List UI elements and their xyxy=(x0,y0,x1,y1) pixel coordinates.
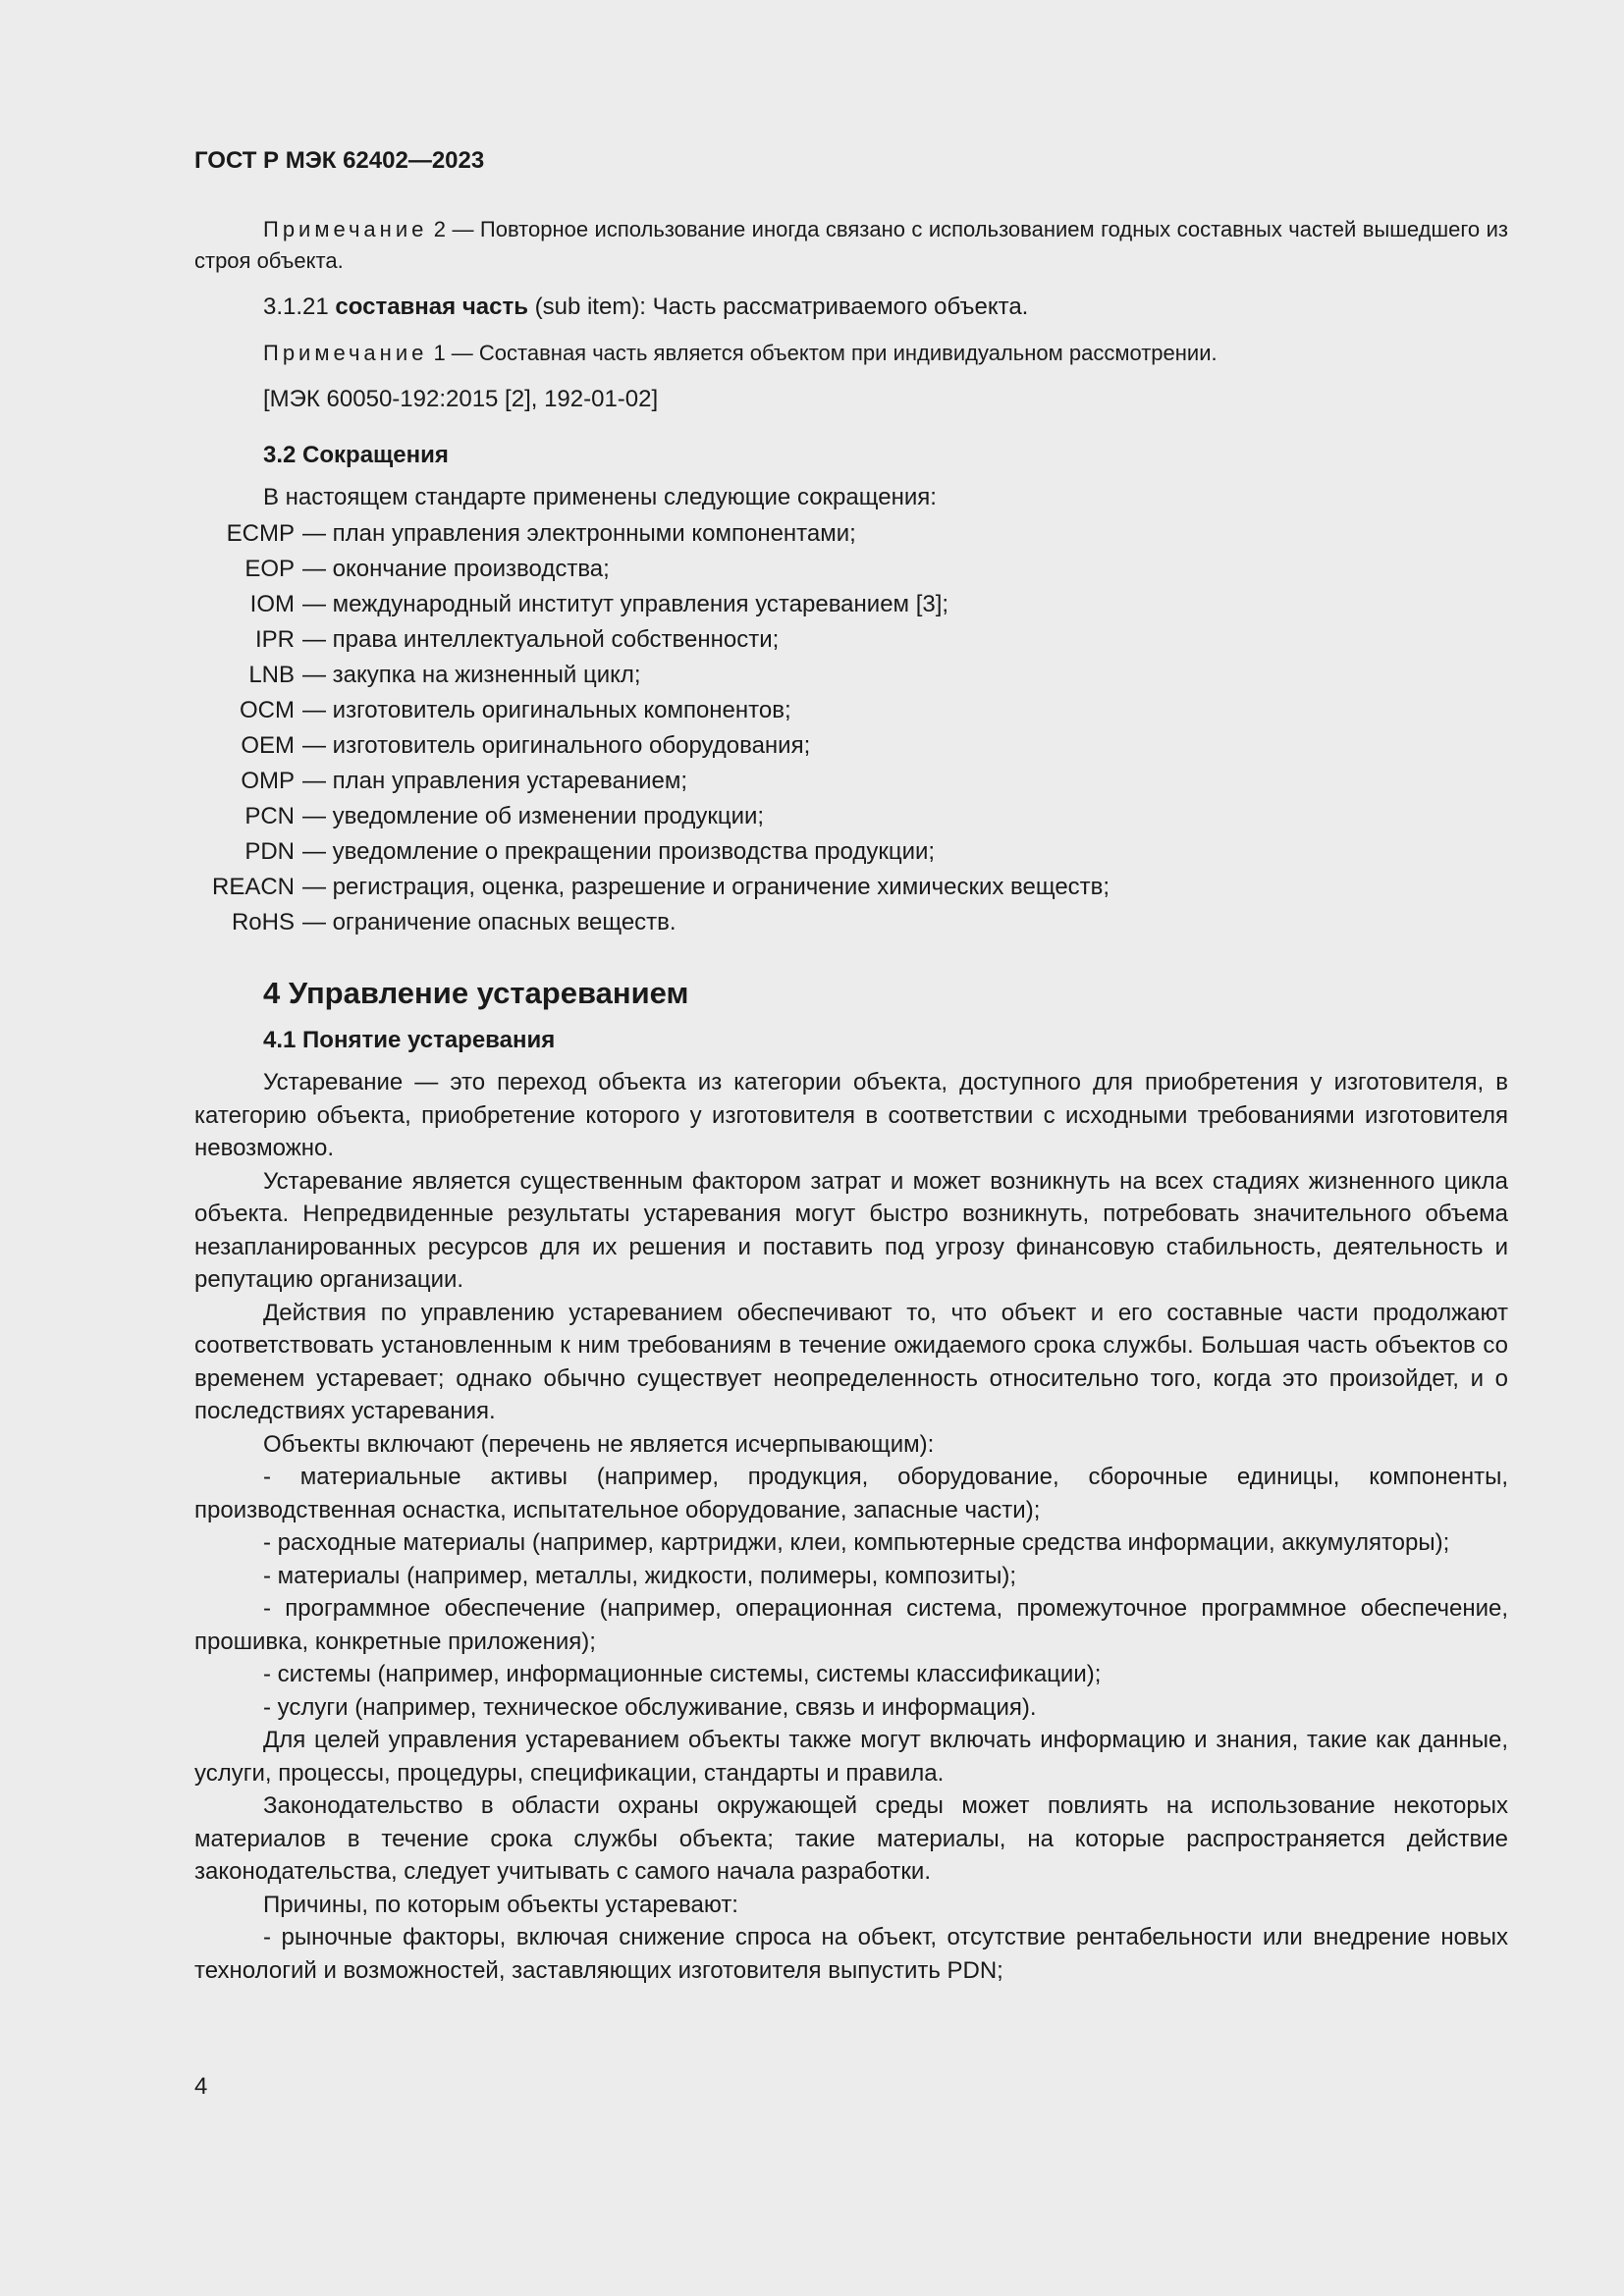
paragraph: Действия по управлению устареванием обеспечивают то, что объект и его составные части продолжают соответствовать установленным к ним требованиям в течение ожидаемого срока службы. Большая часть объектов со временем устаревает; однако обычно существует неопределенность относительно того, когда это произойдет, и о последствиях устаревания. xyxy=(194,1299,1508,1424)
abbreviations-list xyxy=(194,516,1508,940)
term-reference: [МЭК 60050-192:2015 [2], 192-01-02] xyxy=(263,386,659,412)
abbreviation-row xyxy=(194,658,1508,693)
note-2 xyxy=(194,214,1508,277)
note-1 xyxy=(194,338,1508,369)
paragraph: Законодательство в области охраны окружающей среды может повлиять на использование некоторых материалов в течение срока службы объекта; такие материалы, на которые распространяется действие законодательства, следует учитывать с самого начала разработки. xyxy=(194,1792,1508,1885)
term-definition: (sub item): Часть рассматриваемого объекта. xyxy=(527,294,1029,320)
paragraph: Устаревание — это переход объекта из категории объекта, доступного для приобретения у изготовителя, в категорию объекта, приобретение которого у изготовителя в соответствии с исходными требованиями изготовителя невозможно. xyxy=(194,1069,1508,1161)
note-text: 2 — Повторное использование иногда связано с использованием годных составных частей вышедшего из строя объекта. xyxy=(194,217,1508,273)
abbreviation-row xyxy=(194,799,1508,834)
section-3-2-heading: 3.2 Сокращения xyxy=(263,442,449,468)
abbreviation-row xyxy=(194,552,1508,587)
abbreviation-definition: — уведомление о прекращении производства продукции; xyxy=(302,838,936,865)
abbreviation-row xyxy=(194,622,1508,658)
term-name: составная часть xyxy=(335,294,528,320)
abbreviation-definition: — ограничение опасных веществ. xyxy=(302,909,677,935)
term-3-1-21 xyxy=(194,291,1508,324)
abbreviation-definition: — окончание производства; xyxy=(302,556,610,582)
list-item: - рыночные факторы, включая снижение спроса на объект, отсутствие рентабельности или внедрение новых технологий и возможностей, заставляющих изготовителя выпустить PDN; xyxy=(194,1924,1508,1984)
abbreviation-term: IPR xyxy=(254,626,295,653)
abbreviation-term: RoHS xyxy=(231,909,295,935)
abbreviation-term: OCM xyxy=(240,697,295,723)
abbreviation-term: EOP xyxy=(244,556,295,582)
paragraph: Для целей управления устареванием объекты также могут включать информацию и знания, такие как данные, услуги, процессы, процедуры, спецификации, стандарты и правила. xyxy=(194,1727,1508,1787)
abbreviation-term: ECMP xyxy=(226,520,295,547)
abbreviation-definition: — регистрация, оценка, разрешение и ограничение химических веществ; xyxy=(302,874,1110,900)
abbreviation-row xyxy=(194,870,1508,905)
list-item: - системы (например, информационные системы, системы классификации); xyxy=(263,1661,1102,1687)
abbreviation-row xyxy=(194,516,1508,552)
abbreviation-row xyxy=(194,834,1508,870)
abbreviation-definition: — план управления электронными компонентами; xyxy=(302,520,856,547)
page-number: 4 xyxy=(194,2073,208,2100)
list-item: - программное обеспечение (например, операционная система, промежуточное программное обеспечение, прошивка, конкретные приложения); xyxy=(194,1595,1508,1655)
abbreviation-row xyxy=(194,764,1508,799)
abbreviation-term: OEM xyxy=(241,732,295,759)
paragraph: Причины, по которым объекты устаревают: xyxy=(263,1891,738,1918)
list-item: - расходные материалы (например, картриджи, клеи, компьютерные средства информации, аккумуляторы); xyxy=(263,1529,1450,1556)
abbreviation-term: LNB xyxy=(248,662,295,688)
section-4-heading: 4 Управление устареванием xyxy=(263,976,689,1010)
abbreviation-row xyxy=(194,905,1508,940)
abbreviation-row xyxy=(194,587,1508,622)
note-label: Примечание xyxy=(263,217,428,241)
abbreviation-definition: — изготовитель оригинального оборудования; xyxy=(302,732,811,759)
note-text: 1 — Составная часть является объектом при индивидуальном рассмотрении. xyxy=(427,341,1218,365)
abbreviations-intro: В настоящем стандарте применены следующие сокращения: xyxy=(263,484,937,510)
paragraph: Устаревание является существенным фактором затрат и может возникнуть на всех стадиях жизненного цикла объекта. Непредвиденные результаты устаревания могут быстро возникнуть, потребовать значительного объема незапланированных ресурсов для их решения и поставить под угрозу финансовую стабильность, деятельность и репутацию организации. xyxy=(194,1167,1508,1293)
document-page xyxy=(194,147,1508,2110)
abbreviation-definition: — план управления устареванием; xyxy=(302,768,688,794)
abbreviation-definition: — закупка на жизненный цикл; xyxy=(302,662,641,688)
abbreviation-row xyxy=(194,693,1508,728)
abbreviation-definition: — международный институт управления устареванием [3]; xyxy=(302,591,949,617)
abbreviation-row xyxy=(194,728,1508,764)
term-number: 3.1.21 xyxy=(263,294,336,320)
abbreviation-term: REACN xyxy=(211,874,295,900)
abbreviation-definition: — изготовитель оригинальных компонентов; xyxy=(302,697,791,723)
list-item: - услуги (например, техническое обслуживание, связь и информация). xyxy=(263,1693,1037,1721)
abbreviation-term: OMP xyxy=(241,768,295,794)
paragraph: Объекты включают (перечень не является исчерпывающим): xyxy=(263,1430,935,1458)
standard-header: ГОСТ Р МЭК 62402—2023 xyxy=(194,147,485,174)
section-4-1-body xyxy=(194,1066,1508,1987)
abbreviation-term: IOM xyxy=(249,591,295,617)
abbreviation-term: PCN xyxy=(244,803,295,829)
section-4-1-heading: 4.1 Понятие устаревания xyxy=(263,1027,556,1053)
note-label: Примечание xyxy=(263,341,428,365)
abbreviation-definition: — уведомление об изменении продукции; xyxy=(302,803,765,829)
abbreviation-definition: — права интеллектуальной собственности; xyxy=(302,626,780,653)
abbreviation-term: PDN xyxy=(244,838,295,865)
list-item: - материалы (например, металлы, жидкости, полимеры, композиты); xyxy=(263,1562,1016,1589)
list-item: - материальные активы (например, продукция, оборудование, сборочные единицы, компоненты, производственная оснастка, испытательное оборудование, запасные части); xyxy=(194,1464,1508,1523)
